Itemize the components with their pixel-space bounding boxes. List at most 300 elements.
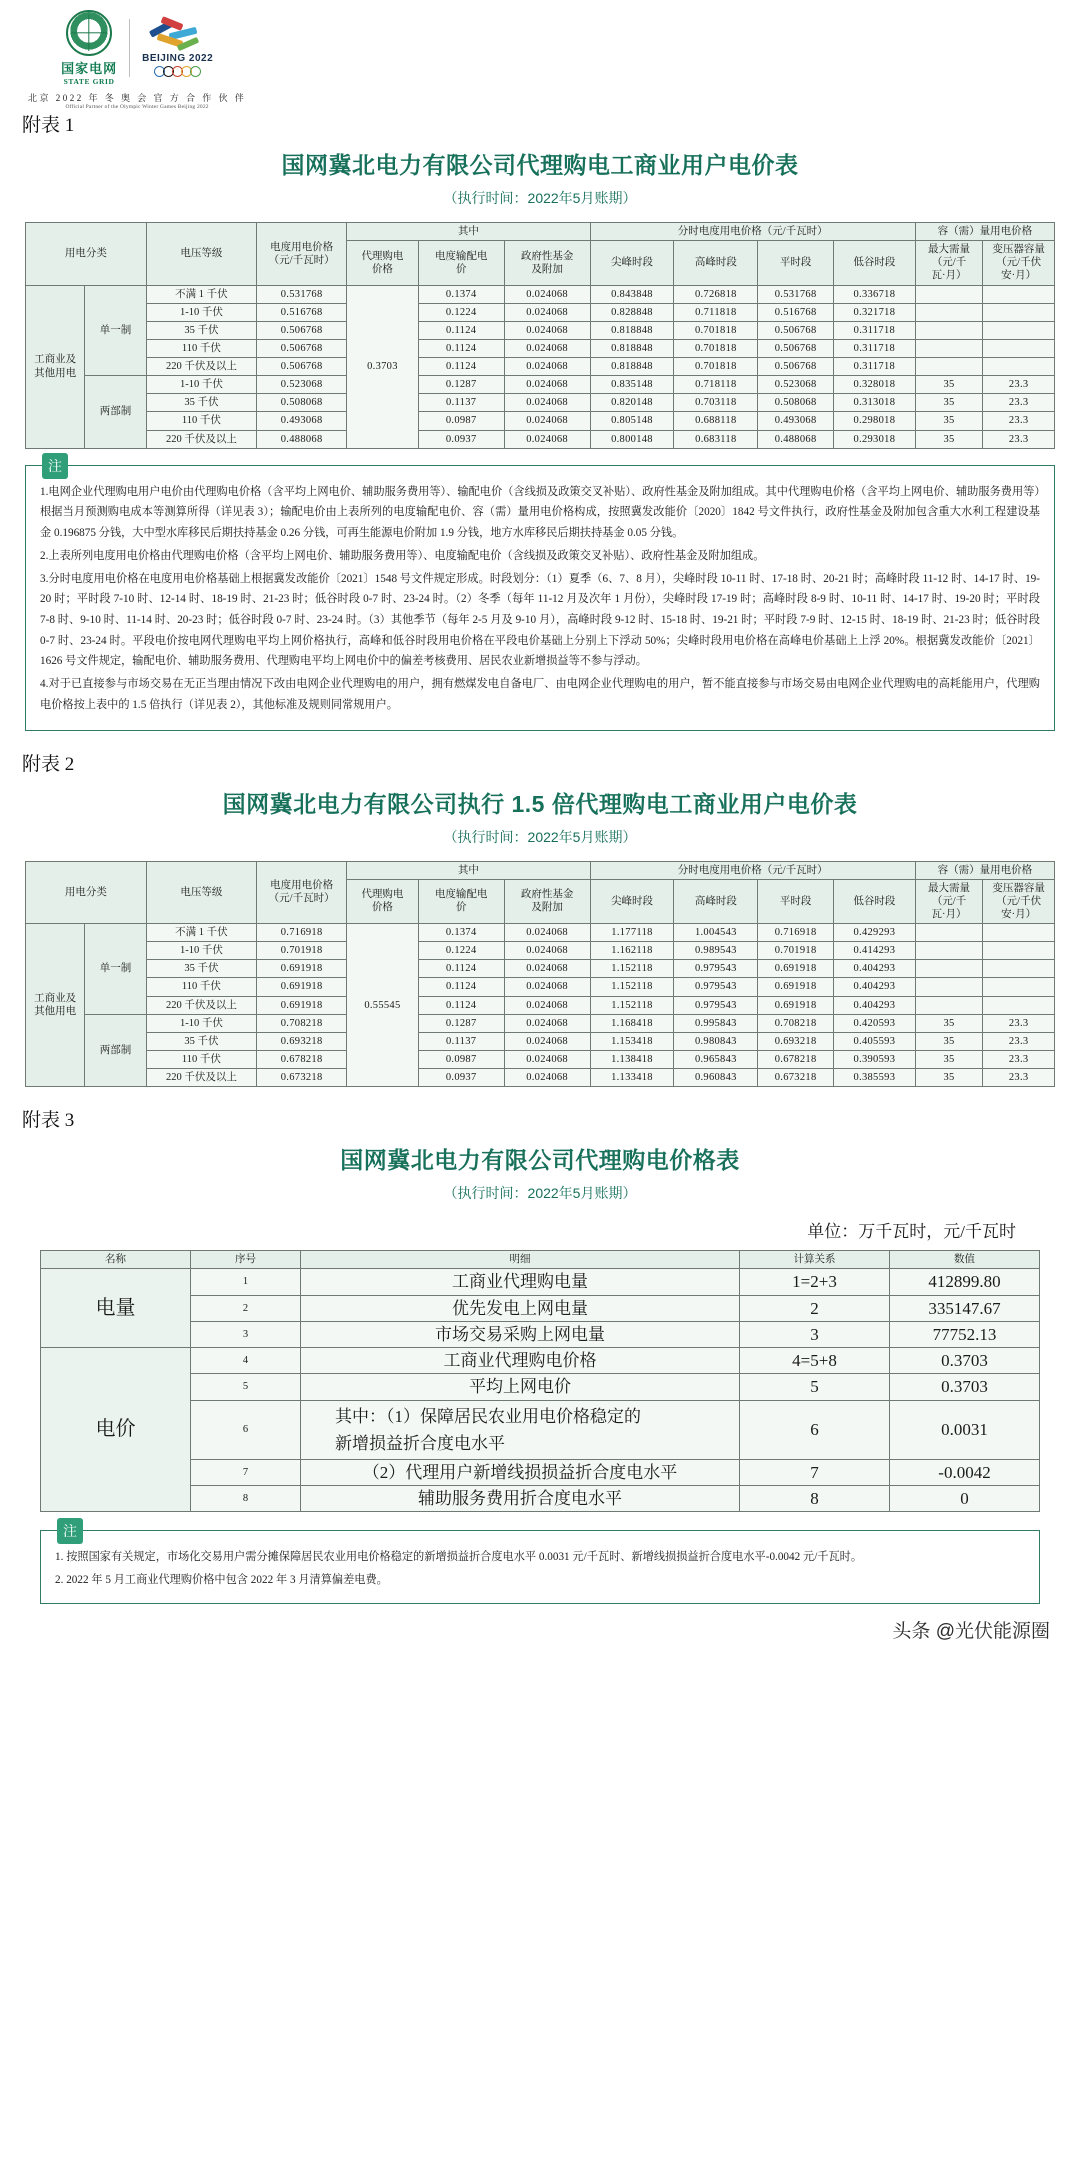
th-tou-valley: 低谷时段 (833, 241, 915, 285)
note-badge-3: 注 (57, 1518, 83, 1544)
tou-flat-cell: 0.506768 (758, 339, 834, 357)
detail-cell: 市场交易采购上网电量 (301, 1321, 740, 1347)
transformer-cell (983, 924, 1055, 942)
tou-peak-top-cell: 0.805148 (590, 412, 674, 430)
attachment-label-1: 附表 1 (22, 115, 75, 136)
tou-peak-cell: 0.711818 (674, 303, 758, 321)
table-row (26, 394, 1055, 412)
th2-tou-group: 分时电度用电价格（元/千瓦时） (590, 861, 915, 879)
category-line-2: 其他用电 (34, 367, 77, 379)
table3-notes (40, 1523, 1040, 1603)
tou-valley-cell: 0.328018 (833, 376, 915, 394)
max-demand-cell (915, 978, 983, 996)
tou-valley-cell: 0.404293 (833, 978, 915, 996)
energy-price-cell: 0.691918 (257, 960, 347, 978)
relation-cell: 3 (740, 1321, 890, 1347)
state-grid-globe-icon (66, 10, 112, 56)
th-gov-fund-l2: 及附加 (531, 263, 563, 275)
note-2: 2.上表所列电度用电价格由代理购电价格（含平均上网电价、辅助服务费用等）、电度输配电价（含线损及政策交叉补贴）、政府性基金及附加组成。 (40, 549, 765, 562)
th-tou-peak-top: 尖峰时段 (590, 241, 674, 285)
electricity-price-table-2 (25, 861, 1055, 1088)
transmission-price-cell: 0.1224 (418, 303, 504, 321)
tou-valley-cell: 0.405593 (833, 1032, 915, 1050)
th2-transmission-price (418, 879, 504, 923)
detail-cell: 平均上网电价 (301, 1374, 740, 1400)
value-cell: 77752.13 (890, 1321, 1040, 1347)
table-row (41, 1295, 1040, 1321)
tou-peak-cell: 0.701818 (674, 358, 758, 376)
row-number-cell: 7 (191, 1459, 301, 1485)
value-cell: 335147.67 (890, 1295, 1040, 1321)
table-row (41, 1400, 1040, 1459)
tou-flat-cell: 0.716918 (758, 924, 834, 942)
tou-peak-cell: 0.979543 (674, 960, 758, 978)
row-number-cell: 6 (191, 1400, 301, 1459)
th-tou-group: 分时电度用电价格（元/千瓦时） (590, 223, 915, 241)
tou-peak-top-cell: 1.152118 (590, 996, 674, 1014)
olympic-rings-icon (154, 66, 201, 77)
gov-fund-cell: 0.024068 (504, 285, 590, 303)
note-4: 4.对于已直接参与市场交易在无正当理由情况下改由电网企业代理购电的用户，拥有燃煤发电自备电厂、由电网企业代理购电的用户，暂不能直接参与市场交易由电网企业代理购电的高耗能用户，代理购电价格按上表中的 1.5 倍执行（详见表 2），其他标准及规则同常规用户。 (40, 678, 1040, 711)
system-type-cell: 单一制 (85, 285, 146, 376)
gov-fund-cell: 0.024068 (504, 942, 590, 960)
tou-flat-cell: 0.506768 (758, 321, 834, 339)
transmission-price-cell: 0.1287 (418, 376, 504, 394)
agent-price-cell: 0.55545 (347, 924, 419, 1087)
transmission-price-cell: 0.1124 (418, 996, 504, 1014)
tou-flat-cell: 0.531768 (758, 285, 834, 303)
category-cell (26, 285, 85, 448)
logo-divider (129, 19, 130, 77)
gov-fund-cell: 0.024068 (504, 924, 590, 942)
th-among-group: 其中 (347, 223, 590, 241)
energy-price-cell: 0.523068 (257, 376, 347, 394)
energy-price-cell: 0.493068 (257, 412, 347, 430)
max-demand-cell: 35 (915, 394, 983, 412)
relation-cell: 5 (740, 1374, 890, 1400)
voltage-cell: 220 千伏及以上 (146, 358, 256, 376)
transmission-price-cell: 0.1124 (418, 978, 504, 996)
table-row (26, 358, 1055, 376)
voltage-cell: 35 千伏 (146, 394, 256, 412)
gov-fund-cell: 0.024068 (504, 358, 590, 376)
tou-peak-top-cell: 1.177118 (590, 924, 674, 942)
voltage-cell: 220 千伏及以上 (146, 1069, 256, 1087)
gov-fund-cell: 0.024068 (504, 1050, 590, 1068)
value-cell: 0 (890, 1486, 1040, 1512)
th2-transmission-l2: 价 (455, 902, 467, 914)
voltage-cell: 35 千伏 (146, 321, 256, 339)
transmission-price-cell: 0.1374 (418, 285, 504, 303)
detail-line-2: 新增损益折合度电水平 (335, 1433, 505, 1453)
tou-valley-cell: 0.420593 (833, 1014, 915, 1032)
transmission-price-cell: 0.1124 (418, 339, 504, 357)
olympic-wordmark: BEIJING 2022 (142, 53, 214, 64)
table-row (26, 996, 1055, 1014)
transmission-price-cell: 0.1137 (418, 394, 504, 412)
tou-flat-cell: 0.673218 (758, 1069, 834, 1087)
table-row (26, 1014, 1055, 1032)
th2-max-demand (915, 879, 983, 923)
tou-peak-top-cell: 1.138418 (590, 1050, 674, 1068)
max-demand-cell: 35 (915, 1069, 983, 1087)
th2-gov-fund (504, 879, 590, 923)
detail-cell: 优先发电上网电量 (301, 1295, 740, 1321)
th2-voltage: 电压等级 (146, 861, 256, 924)
th-energy-price (257, 223, 347, 286)
voltage-cell: 不满 1 千伏 (146, 285, 256, 303)
state-grid-label-cn: 国家电网 (61, 61, 118, 76)
th-tou-flat: 平时段 (758, 241, 834, 285)
tou-flat-cell: 0.691918 (758, 978, 834, 996)
gov-fund-cell: 0.024068 (504, 960, 590, 978)
th-gov-fund (504, 241, 590, 285)
th2-tou-valley: 低谷时段 (833, 879, 915, 923)
voltage-cell: 1-10 千伏 (146, 1014, 256, 1032)
tou-peak-top-cell: 0.800148 (590, 430, 674, 448)
table-row (26, 960, 1055, 978)
category-line-2: 其他用电 (34, 1006, 77, 1018)
tou-flat-cell: 0.516768 (758, 303, 834, 321)
th2-tou-peak: 高峰时段 (674, 879, 758, 923)
th2-category: 用电分类 (26, 861, 147, 924)
table-row (26, 1069, 1055, 1087)
transformer-cell (983, 303, 1055, 321)
table1-header-row-1 (26, 223, 1055, 241)
energy-price-cell: 0.531768 (257, 285, 347, 303)
table-row (41, 1321, 1040, 1347)
note3-2: 2. 2022 年 5 月工商业代理购价格中包含 2022 年 3 月清算偏差电费。 (55, 1574, 388, 1587)
tou-peak-top-cell: 0.818848 (590, 321, 674, 339)
tou-valley-cell: 0.336718 (833, 285, 915, 303)
table1-notes (25, 457, 1055, 731)
tou-peak-top-cell: 1.168418 (590, 1014, 674, 1032)
tou-flat-cell: 0.708218 (758, 1014, 834, 1032)
th-agent-price-l2: 价格 (371, 263, 393, 275)
th2-transformer-l3: 安·月） (1001, 908, 1037, 920)
transmission-price-cell: 0.1137 (418, 1032, 504, 1050)
table2-subtitle: （执行时间：2022年5月账期） (443, 828, 637, 845)
max-demand-cell (915, 339, 983, 357)
transformer-cell: 23.3 (983, 412, 1055, 430)
table3-header-row (41, 1251, 1040, 1269)
voltage-cell: 1-10 千伏 (146, 376, 256, 394)
max-demand-cell (915, 285, 983, 303)
transformer-cell (983, 978, 1055, 996)
row-number-cell: 4 (191, 1348, 301, 1374)
electricity-price-table-1 (25, 222, 1055, 449)
th-agent-price (347, 241, 419, 285)
transmission-price-cell: 0.1124 (418, 960, 504, 978)
energy-price-cell: 0.701918 (257, 942, 347, 960)
tou-peak-top-cell: 0.820148 (590, 394, 674, 412)
voltage-cell: 110 千伏 (146, 412, 256, 430)
tou-peak-cell: 0.960843 (674, 1069, 758, 1087)
transformer-cell: 23.3 (983, 394, 1055, 412)
gov-fund-cell: 0.024068 (504, 339, 590, 357)
energy-price-cell: 0.678218 (257, 1050, 347, 1068)
relation-cell: 7 (740, 1459, 890, 1485)
th-energy-price-l1: 电度用电价格 (270, 241, 334, 253)
table2-title: 国网冀北电力有限公司执行 1.5 倍代理购电工商业用户电价表 (222, 790, 858, 817)
tou-valley-cell: 0.311718 (833, 358, 915, 376)
transformer-cell (983, 339, 1055, 357)
th2-gov-fund-l2: 及附加 (531, 902, 563, 914)
value-cell: 0.3703 (890, 1374, 1040, 1400)
energy-price-cell: 0.488068 (257, 430, 347, 448)
table-row (26, 1050, 1055, 1068)
relation-cell: 1=2+3 (740, 1269, 890, 1295)
th-voltage: 电压等级 (146, 223, 256, 286)
tou-flat-cell: 0.488068 (758, 430, 834, 448)
th-transmission-l1: 电度输配电 (434, 250, 488, 262)
tou-peak-top-cell: 0.843848 (590, 285, 674, 303)
tou-peak-cell: 1.004543 (674, 924, 758, 942)
value-cell: 0.0031 (890, 1400, 1040, 1459)
max-demand-cell (915, 358, 983, 376)
tou-flat-cell: 0.691918 (758, 960, 834, 978)
gov-fund-cell: 0.024068 (504, 1069, 590, 1087)
th-energy-price-l2: （元/千瓦时） (268, 254, 335, 266)
group-label-quantity: 电量 (41, 1269, 191, 1348)
transformer-cell: 23.3 (983, 430, 1055, 448)
tou-peak-cell: 0.980843 (674, 1032, 758, 1050)
gov-fund-cell: 0.024068 (504, 321, 590, 339)
attachment-label-3: 附表 3 (22, 1110, 75, 1132)
voltage-cell: 35 千伏 (146, 1032, 256, 1050)
th2-tou-flat: 平时段 (758, 879, 834, 923)
transformer-cell: 23.3 (983, 1014, 1055, 1032)
table-row (26, 430, 1055, 448)
voltage-cell: 不满 1 千伏 (146, 924, 256, 942)
tou-peak-top-cell: 1.153418 (590, 1032, 674, 1050)
th-max-demand-l2: （元/千 (931, 257, 967, 269)
tou-peak-top-cell: 0.828848 (590, 303, 674, 321)
watermark-text: 头条 @光伏能源圈 (892, 1621, 1050, 1643)
gov-fund-cell: 0.024068 (504, 303, 590, 321)
row-number-cell: 2 (191, 1295, 301, 1321)
table-row (41, 1486, 1040, 1512)
tou-flat-cell: 0.691918 (758, 996, 834, 1014)
max-demand-cell: 35 (915, 1014, 983, 1032)
transformer-cell (983, 996, 1055, 1014)
system-type-cell: 两部制 (85, 376, 146, 449)
table3-subtitle: （执行时间：2022年5月账期） (443, 1185, 637, 1202)
transmission-price-cell: 0.1287 (418, 1014, 504, 1032)
tou-peak-cell: 0.701818 (674, 339, 758, 357)
tou-valley-cell: 0.298018 (833, 412, 915, 430)
gov-fund-cell: 0.024068 (504, 394, 590, 412)
category-cell (26, 924, 85, 1087)
max-demand-cell: 35 (915, 1032, 983, 1050)
th-demand-group: 容（需）量用电价格 (915, 223, 1054, 241)
th2-energy-price (257, 861, 347, 924)
gov-fund-cell: 0.024068 (504, 978, 590, 996)
tou-peak-cell: 0.965843 (674, 1050, 758, 1068)
energy-price-cell: 0.506768 (257, 339, 347, 357)
tou-valley-cell: 0.313018 (833, 394, 915, 412)
tou-flat-cell: 0.508068 (758, 394, 834, 412)
table-row (26, 321, 1055, 339)
th-gov-fund-l1: 政府性基金 (520, 250, 574, 262)
partner-line-en: Official Partner of the Olympic Winter Games Beijing 2022 (65, 104, 209, 110)
detail-cell: 工商业代理购电量 (301, 1269, 740, 1295)
transformer-cell: 23.3 (983, 376, 1055, 394)
th-tou-peak: 高峰时段 (674, 241, 758, 285)
tou-peak-cell: 0.701818 (674, 321, 758, 339)
state-grid-label-en: STATE GRID (63, 77, 115, 86)
attachment-label-2: 附表 2 (22, 753, 75, 775)
group-label-price: 电价 (41, 1348, 191, 1512)
tou-valley-cell: 0.404293 (833, 960, 915, 978)
th2-agent-price (347, 879, 419, 923)
table2-header-row-1 (26, 861, 1055, 879)
tou-valley-cell: 0.321718 (833, 303, 915, 321)
voltage-cell: 110 千伏 (146, 339, 256, 357)
th2-max-demand-l1: 最大需量 (928, 882, 971, 894)
table-row (26, 285, 1055, 303)
voltage-cell: 1-10 千伏 (146, 942, 256, 960)
value-cell: 0.3703 (890, 1348, 1040, 1374)
gov-fund-cell: 0.024068 (504, 996, 590, 1014)
max-demand-cell (915, 942, 983, 960)
tou-peak-cell: 0.979543 (674, 978, 758, 996)
table-row (41, 1269, 1040, 1295)
brand-header (0, 0, 1080, 110)
th2-demand-group: 容（需）量用电价格 (915, 861, 1054, 879)
row-number-cell: 8 (191, 1486, 301, 1512)
gov-fund-cell: 0.024068 (504, 412, 590, 430)
tou-peak-top-cell: 0.818848 (590, 339, 674, 357)
tou-peak-cell: 0.688118 (674, 412, 758, 430)
th2-transmission-l1: 电度输配电 (434, 889, 488, 901)
agent-price-cell: 0.3703 (347, 285, 419, 448)
energy-price-cell: 0.673218 (257, 1069, 347, 1087)
value-cell: 412899.80 (890, 1269, 1040, 1295)
th3-relation: 计算关系 (740, 1251, 890, 1269)
th2-energy-price-l1: 电度用电价格 (270, 880, 334, 892)
tou-peak-top-cell: 1.152118 (590, 978, 674, 996)
tou-valley-cell: 0.385593 (833, 1069, 915, 1087)
note-badge: 注 (42, 453, 68, 479)
th-transmission-price (418, 241, 504, 285)
transformer-cell (983, 358, 1055, 376)
tou-peak-top-cell: 1.162118 (590, 942, 674, 960)
relation-cell: 6 (740, 1400, 890, 1459)
gov-fund-cell: 0.024068 (504, 1032, 590, 1050)
relation-cell: 4=5+8 (740, 1348, 890, 1374)
table-row (26, 339, 1055, 357)
energy-price-cell: 0.716918 (257, 924, 347, 942)
tou-flat-cell: 0.701918 (758, 942, 834, 960)
th2-gov-fund-l1: 政府性基金 (520, 889, 574, 901)
relation-cell: 8 (740, 1486, 890, 1512)
note-1: 1.电网企业代理购电用户电价由代理购电价格（含平均上网电价、辅助服务费用等）、输配电价（含线损及政策交叉补贴）、政府性基金及附加组成。其中代理购电价格（含平均上网电价、辅助服务费用等）根据当月预测购电成本等测算所得（详见表 3）；输配电价由上表所列的电度输配电价、容（需）量用电价格构成，按照冀发改能价〔2020〕1842 号文件执行，政府性基金及附加包含重大水利工程建设基金 0.196875 分钱，大中型水库移民后期扶持基金 0.26 分钱，可再生能源电价附加 1.9 分钱，地方水库移民后期扶持基金 0.05 分钱。 (40, 485, 1040, 540)
table-row (26, 924, 1055, 942)
transformer-cell (983, 960, 1055, 978)
voltage-cell: 220 千伏及以上 (146, 996, 256, 1014)
table-row (41, 1459, 1040, 1485)
th3-value: 数值 (890, 1251, 1040, 1269)
tou-peak-cell: 0.979543 (674, 996, 758, 1014)
th3-detail: 明细 (301, 1251, 740, 1269)
table-row (26, 942, 1055, 960)
transformer-cell: 23.3 (983, 1069, 1055, 1087)
table1-title: 国网冀北电力有限公司代理购电工商业用户电价表 (281, 152, 799, 178)
tou-peak-cell: 0.683118 (674, 430, 758, 448)
tou-flat-cell: 0.523068 (758, 376, 834, 394)
tou-peak-cell: 0.726818 (674, 285, 758, 303)
system-type-cell: 单一制 (85, 924, 146, 1015)
max-demand-cell (915, 303, 983, 321)
gov-fund-cell: 0.024068 (504, 1014, 590, 1032)
th-transformer-l3: 安·月） (1001, 270, 1037, 282)
gov-fund-cell: 0.024068 (504, 430, 590, 448)
tou-valley-cell: 0.390593 (833, 1050, 915, 1068)
transmission-price-cell: 0.0987 (418, 412, 504, 430)
table3-unit-line: 单位：万千瓦时，元/千瓦时 (807, 1222, 1016, 1242)
transmission-price-cell: 0.1124 (418, 321, 504, 339)
tou-valley-cell: 0.293018 (833, 430, 915, 448)
tou-peak-cell: 0.718118 (674, 376, 758, 394)
relation-cell: 2 (740, 1295, 890, 1321)
th2-transformer-l2: （元/千伏 (996, 895, 1042, 907)
th2-max-demand-l2: （元/千 (931, 895, 967, 907)
agent-purchase-price-table-3 (40, 1250, 1040, 1512)
detail-cell: （2）代理用户新增线损损益折合度电水平 (301, 1459, 740, 1485)
tou-peak-top-cell: 0.835148 (590, 376, 674, 394)
th2-agent-price-l2: 价格 (371, 902, 393, 914)
th2-max-demand-l3: 瓦·月） (931, 908, 967, 920)
th2-transformer (983, 879, 1055, 923)
note-3: 3.分时电度用电价格在电度用电价格基础上根据冀发改能价〔2021〕1548 号文件规定形成。时段划分：（1）夏季（6、7、8 月），尖峰时段 10-11 时、17-18 时、20-21 时；高峰时段 11-12 时、14-17 时、19-20 时；平时段 7-10 时、12-14 时、18-19 时、21-23 时；低谷时段 0-7 时、23-24 时。（2）冬季（每年 11-12 月及次年 1 月份），尖峰时段 17-19 时；高峰时段 8-9 时、10-11 时、14-17 时、19-20 时；平时段 7-8 时、9-10 时、11-14 时、20-23 时；低谷时段 0-7 时、23-24 时。（3）其他季节（每年 2-5 月及 9-10 月），高峰时段 9-12 时、15-18 时、19-21 时；平时段 7-9 时、12-15 时、18-19 时、21-23 时；低谷时段 0-7 时、23-24 时。平段电价按电网代理购电平均上网价格执行，高峰和低谷时段用电价格在平段电价基础上分别上下浮动 50%；尖峰时段用电价格在高峰电价基础上上浮 20%。根据冀发改能价〔2021〕1626 号文件规定，输配电价、辅助服务费用、代理购电平均上网电价中的偏差考核费用、居民农业新增损益等不参与浮动。 (40, 572, 1040, 668)
transmission-price-cell: 0.1124 (418, 358, 504, 376)
th-max-demand-l1: 最大需量 (928, 244, 971, 256)
tou-peak-top-cell: 1.152118 (590, 960, 674, 978)
th3-name: 名称 (41, 1251, 191, 1269)
th3-no: 序号 (191, 1251, 301, 1269)
tou-peak-cell: 0.703118 (674, 394, 758, 412)
energy-price-cell: 0.516768 (257, 303, 347, 321)
transformer-cell (983, 285, 1055, 303)
max-demand-cell (915, 321, 983, 339)
max-demand-cell: 35 (915, 376, 983, 394)
beijing-2022-logo (142, 19, 213, 77)
transmission-price-cell: 0.0937 (418, 430, 504, 448)
voltage-cell: 35 千伏 (146, 960, 256, 978)
voltage-cell: 110 千伏 (146, 1050, 256, 1068)
partner-line-cn: 北京 2022 年 冬 奥 会 官 方 合 作 伙 伴 (28, 93, 247, 103)
tou-valley-cell: 0.404293 (833, 996, 915, 1014)
transmission-price-cell: 0.1374 (418, 924, 504, 942)
th2-energy-price-l2: （元/千瓦时） (268, 893, 335, 905)
footer-watermark (0, 1604, 1080, 1656)
state-grid-logo (61, 10, 117, 86)
value-cell: -0.0042 (890, 1459, 1040, 1485)
voltage-cell: 110 千伏 (146, 978, 256, 996)
transformer-cell: 23.3 (983, 1050, 1055, 1068)
table1-subtitle: （执行时间：2022年5月账期） (443, 190, 637, 206)
th-category: 用电分类 (26, 223, 147, 286)
detail-cell: 工商业代理购电价格 (301, 1348, 740, 1374)
th-transmission-l2: 价 (455, 263, 467, 275)
voltage-cell: 1-10 千伏 (146, 303, 256, 321)
energy-price-cell: 0.506768 (257, 321, 347, 339)
tou-peak-top-cell: 0.818848 (590, 358, 674, 376)
th-transformer-l1: 变压器容量 (992, 244, 1045, 256)
row-number-cell: 3 (191, 1321, 301, 1347)
max-demand-cell (915, 924, 983, 942)
